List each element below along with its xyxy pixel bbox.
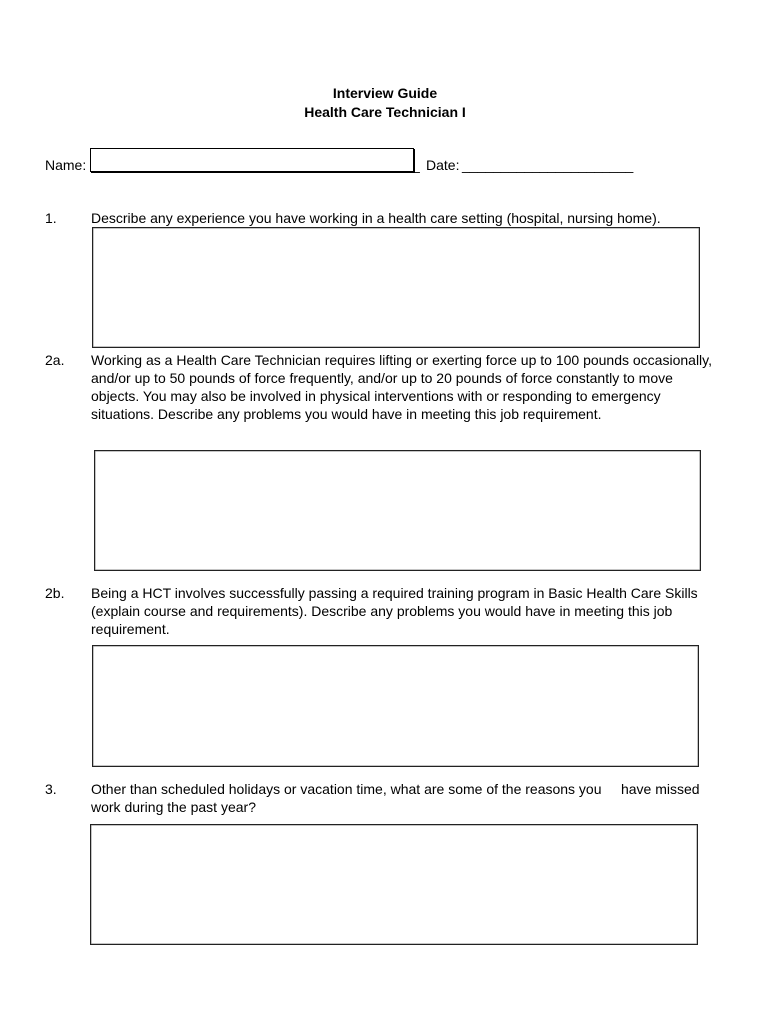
question-text: Being a HCT involves successfully passing a required training program in Basic Health Care Skills (explain course and requirements). Describe any problems you would have in meeting this job requirement.: [91, 585, 698, 637]
answer-box-q1[interactable]: [92, 227, 700, 348]
question-text: Describe any experience you have working in a health care setting (hospital, nursing home).: [91, 210, 661, 226]
question-text: Working as a Health Care Technician requires lifting or exerting force up to 100 pounds occasionally, and/or up to 50 pounds of force frequently, and/or up to 20 pounds of force constantly to move objects. You may also be involved in physical interventions with or responding to emergency situations. Describe any problems you would have in meeting this job requirement.: [91, 352, 713, 422]
question-number: 2b.: [45, 585, 65, 601]
document-title: Interview Guide: [332, 85, 438, 101]
date-label: Date:: [426, 157, 460, 173]
question-text: Other than scheduled holidays or vacation time, what are some of the reasons you have missed work during the past year?: [91, 781, 704, 815]
question-number: 2a.: [45, 352, 65, 368]
date-field[interactable]: ______________________: [462, 157, 634, 173]
question-number: 1.: [45, 210, 57, 226]
name-trailing-line: _: [412, 157, 420, 173]
name-label: Name:: [45, 157, 87, 173]
document-subtitle: Health Care Technician I: [304, 104, 466, 120]
name-field[interactable]: [90, 148, 414, 172]
answer-box-q3[interactable]: [90, 824, 698, 945]
question-number: 3.: [45, 781, 57, 797]
answer-box-q2b[interactable]: [92, 645, 699, 767]
answer-box-q2a[interactable]: [94, 450, 701, 571]
